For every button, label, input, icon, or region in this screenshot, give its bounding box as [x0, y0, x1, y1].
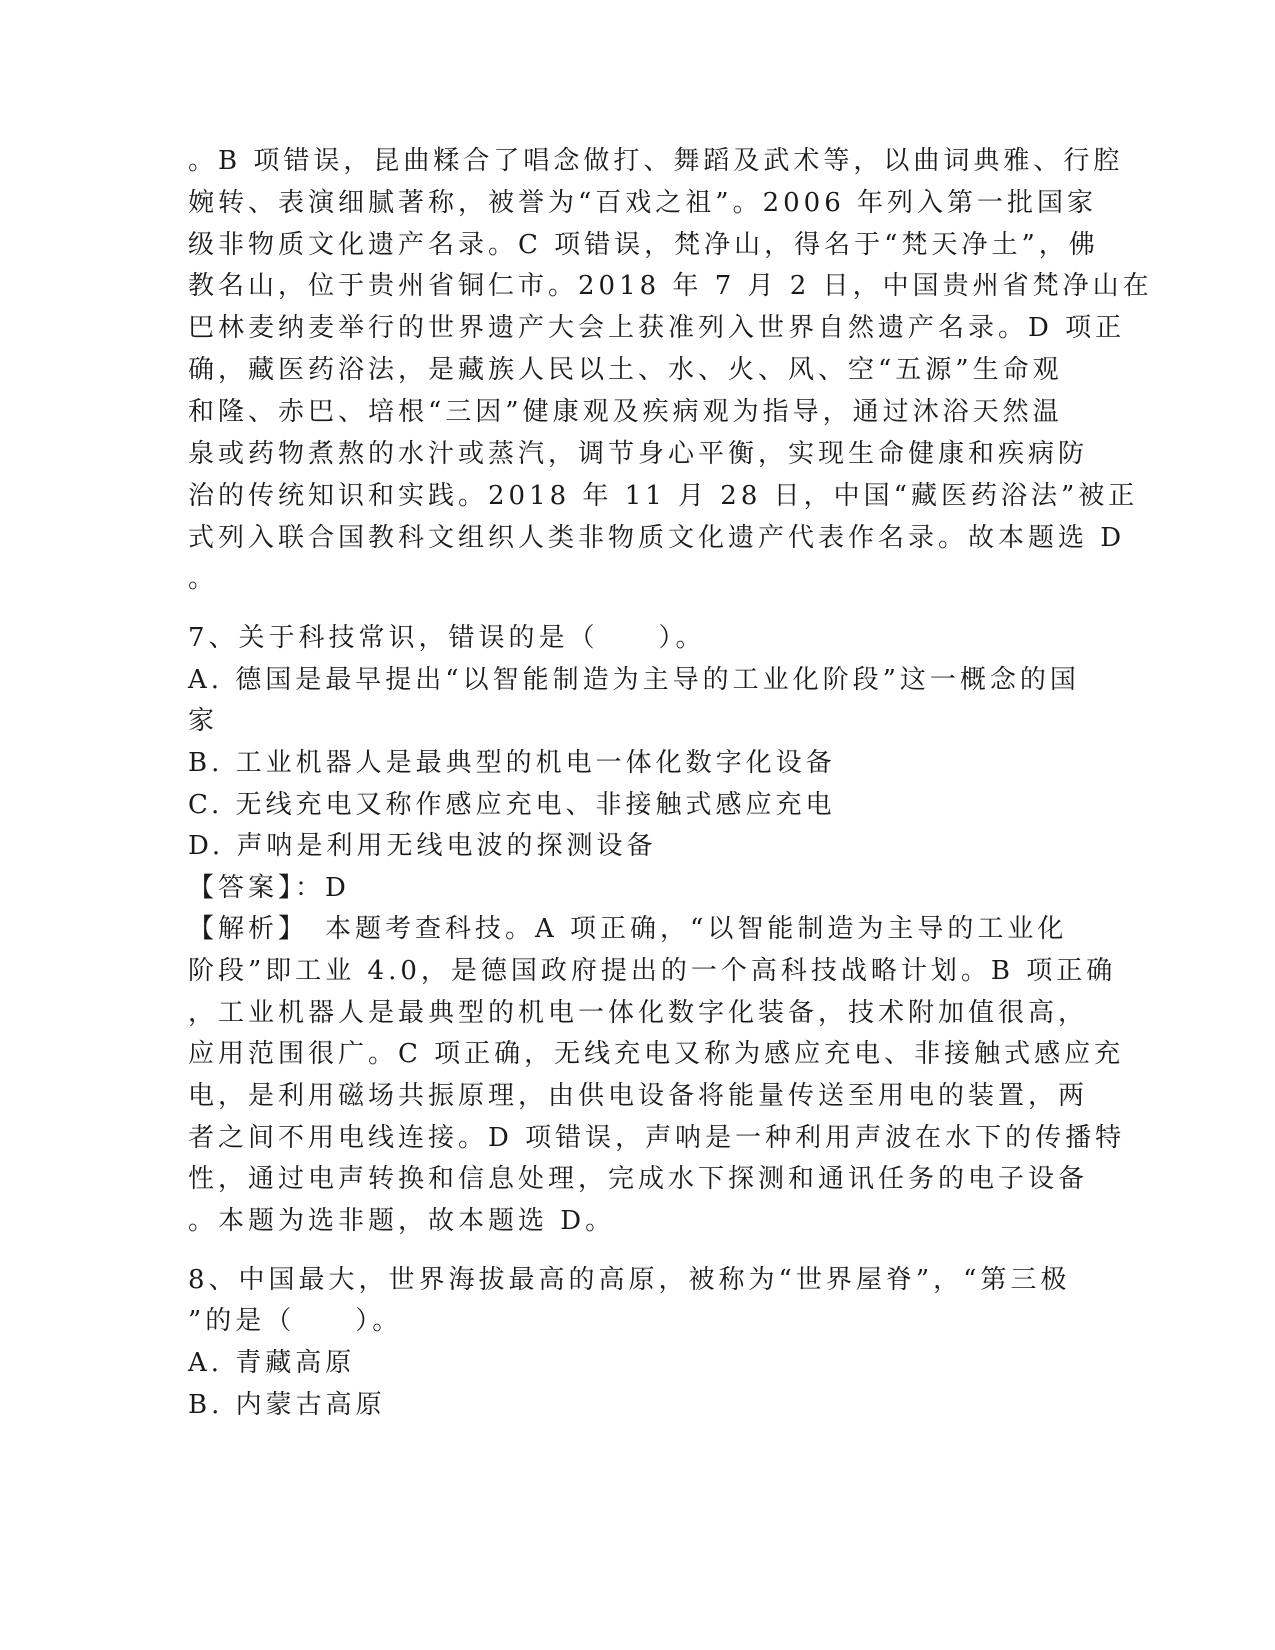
explanation-6-line-3: 级非物质文化遗产名录。C 项错误，梵净山，得名于“梵天净土”，佛	[188, 230, 1099, 260]
explanation-7-line-5: 电，是利用磁场共振原理，由供电设备将能量传送至用电的装置，两	[188, 1081, 1089, 1111]
explanation-6-line-10: 式列入联合国教科文组织人类非物质文化遗产代表作名录。故本题选 D	[188, 523, 1126, 553]
explanation-6-line-11: 。	[188, 564, 219, 594]
question-7-stem: 7、关于科技常识，错误的是（ ）。	[188, 623, 706, 653]
question-7-option-c: C. 无线充电又称作感应充电、非接触式感应充电	[188, 790, 836, 820]
explanation-6-line-5: 巴林麦纳麦举行的世界遗产大会上获准列入世界自然遗产名录。D 项正	[188, 313, 1126, 343]
question-7-option-d: D. 声呐是利用无线电波的探测设备	[188, 831, 657, 861]
explanation-7-line-8: 。本题为选非题，故本题选 D。	[188, 1206, 616, 1236]
explanation-7-line-4: 应用范围很广。C 项正确，无线充电又称为感应充电、非接触式感应充	[188, 1039, 1125, 1069]
explanation-6-line-8: 泉或药物煮熬的水汁或蒸汽，调节身心平衡，实现生命健康和疾病防	[188, 439, 1089, 469]
explanation-7-line-7: 性，通过电声转换和信息处理，完成水下探测和通讯任务的电子设备	[188, 1164, 1089, 1194]
question-7-option-a-line-2: 家	[188, 706, 219, 736]
question-7-answer: 【答案】：D	[188, 873, 350, 903]
question-8-stem-line-1: 8、中国最大，世界海拔最高的高原，被称为“世界屋脊”，“第三极	[188, 1265, 1071, 1295]
explanation-7-line-3: ，工业机器人是最典型的机电一体化数字化装备，技术附加值很高，	[188, 998, 1089, 1028]
explanation-6-line-4: 教名山，位于贵州省铜仁市。2018 年 7 月 2 日，中国贵州省梵净山在	[188, 271, 1153, 301]
question-8-stem-line-2: ”的是（ ）。	[188, 1306, 403, 1336]
question-7-option-b: B. 工业机器人是最典型的机电一体化数字化设备	[188, 748, 836, 778]
question-8-option-a: A. 青藏高原	[188, 1348, 356, 1378]
explanation-7-line-1: 【解析】 本题考查科技。A 项正确，“以智能制造为主导的工业化	[188, 914, 1068, 944]
explanation-6-line-9: 治的传统知识和实践。2018 年 11 月 28 日，中国“藏医药浴法”被正	[188, 481, 1139, 511]
question-7-option-a-line-1: A. 德国是最早提出“以智能制造为主导的工业化阶段”这一概念的国	[188, 665, 1080, 695]
explanation-6-line-1: 。B 项错误，昆曲糅合了唱念做打、舞蹈及武术等，以曲词典雅、行腔	[188, 146, 1124, 176]
explanation-6-line-6: 确，藏医药浴法，是藏族人民以土、水、火、风、空“五源”生命观	[188, 355, 1063, 385]
explanation-7-line-2: 阶段”即工业 4.0，是德国政府提出的一个高科技战略计划。B 项正确	[188, 956, 1117, 986]
explanation-6-line-7: 和隆、赤巴、培根“三因”健康观及疾病观为指导，通过沐浴天然温	[188, 397, 1063, 427]
explanation-7-line-6: 者之间不用电线连接。D 项错误，声呐是一种利用声波在水下的传播特	[188, 1123, 1126, 1153]
question-8-option-b: B. 内蒙古高原	[188, 1390, 386, 1420]
explanation-6-line-2: 婉转、表演细腻著称，被誉为“百戏之祖”。2006 年列入第一批国家	[188, 188, 1098, 218]
